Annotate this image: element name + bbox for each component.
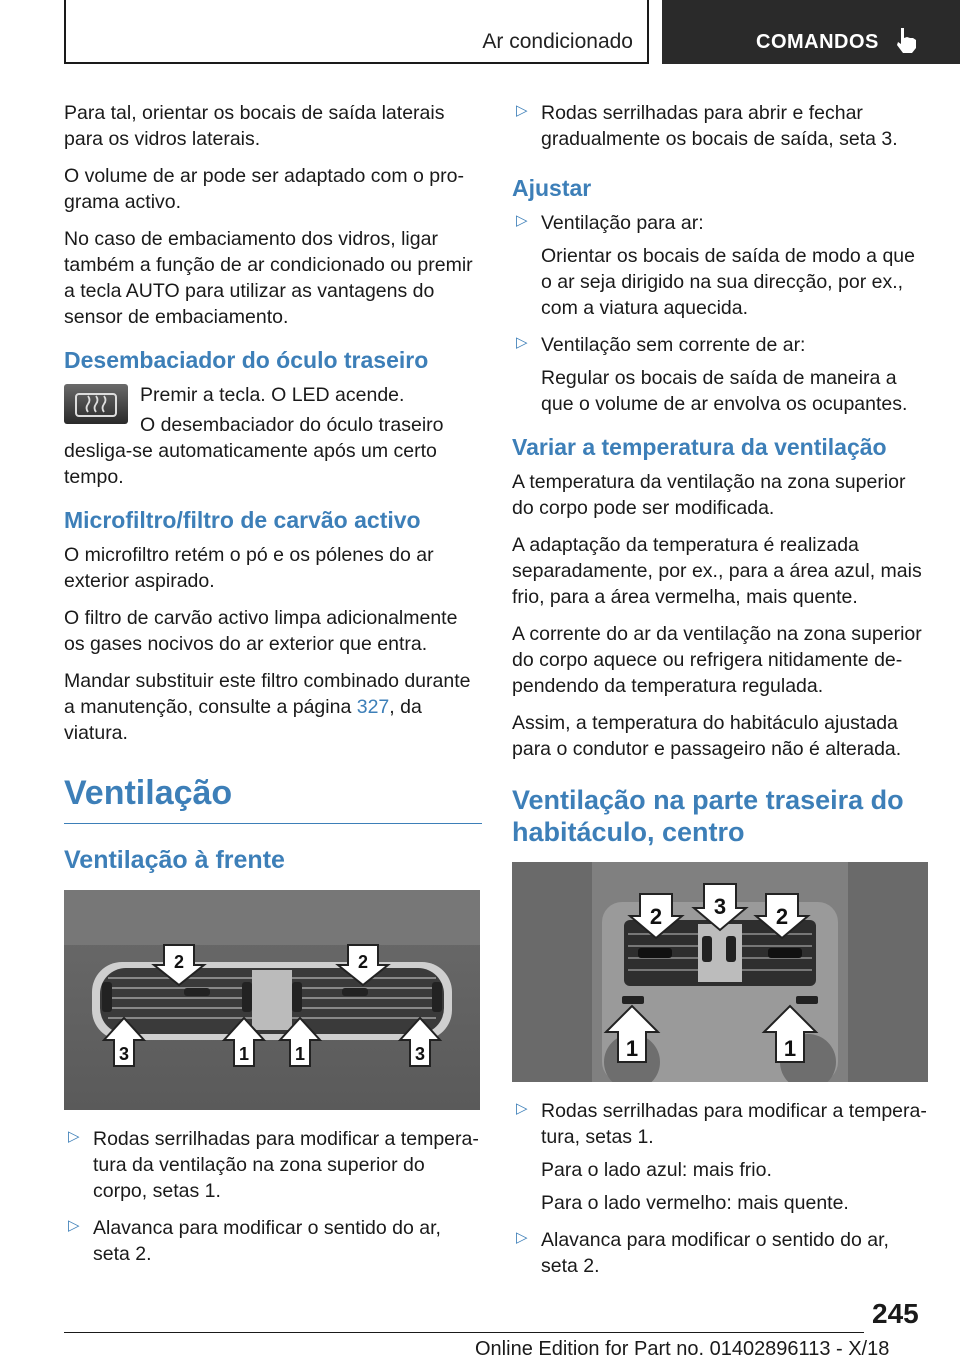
rear-vents-image (512, 862, 928, 1082)
text: , da viatura. (64, 696, 422, 744)
bullet-triangle-icon: ▷ (516, 334, 528, 351)
section-divider (64, 774, 482, 824)
paragraph: O microfiltro retém o pó e os pólenes do ar exterior aspirado. (64, 544, 434, 592)
paragraph: A corrente do ar da ventilação na zona superior do corpo aquece ou refrigera nitidamente dependendo da temperatura regulada. (512, 623, 922, 697)
arrow-label: 1 (783, 1036, 797, 1061)
page-link[interactable]: 327 (356, 696, 390, 718)
list-text: Ventilação sem corrente de ar: (541, 334, 806, 356)
paragraph: Premir a tecla. O LED acende. (140, 384, 405, 406)
heading-temperature: Variar a temperatura da ventilação (512, 434, 887, 460)
text: Mandar substituir este filtro combinado durante a manutenção, consulte a página (64, 670, 471, 718)
paragraph: A adaptação da temperatura é realizada separadamente, por ex., para a área azul, mais frio, para a área vermelha, mais quente. (512, 534, 922, 608)
list-text: Para o lado azul: mais frio. (541, 1159, 772, 1181)
header-chapter-box (64, 0, 649, 64)
heading-filter: Microfiltro/filtro de carvão activo (64, 507, 421, 533)
heading-ventilation: Ventilação (64, 774, 233, 812)
paragraph: Assim, a temperatura do habitáculo ajustada para o condutor e passageiro não é alterada. (512, 712, 902, 760)
rear-defogger-button-icon (64, 384, 128, 424)
header-section-box (662, 0, 960, 64)
front-vents-image (64, 890, 480, 1110)
arrow-label: 3 (118, 1044, 130, 1064)
paragraph: A temperatura da ventilação na zona superior do corpo pode ser modificada. (512, 471, 906, 519)
arrow-label: 2 (649, 904, 663, 929)
list-item (64, 1215, 482, 1267)
bullet-triangle-icon: ▷ (516, 212, 528, 229)
bullet-triangle-icon: ▷ (516, 1100, 528, 1117)
front-vents-drawing (64, 890, 480, 1110)
list-text: Alavanca para modificar o sentido do ar, seta 2. (93, 1217, 441, 1265)
list-text: Alavanca para modificar o sentido do ar, seta 2. (541, 1229, 889, 1277)
paragraph: Para tal, orientar os bocais de saída laterais para os vidros laterais. (64, 102, 445, 150)
list-text: Orientar os bocais de saída de modo a que o ar seja dirigido na sua direcção, por ex., com a viatura aquecida. (541, 245, 915, 319)
list-text: Rodas serrilhadas para modificar a temperatura da ventilação na zona superior do corpo, setas 1. (93, 1128, 479, 1202)
pointing-hand-icon (894, 26, 920, 54)
list-text: Regular os bocais de saída de maneira a que o volume de ar envolva os ocupantes. (541, 367, 908, 415)
heading-defogger: Desembaciador do óculo traseiro (64, 347, 429, 373)
page-number: 245 (872, 1298, 919, 1329)
chapter-title: Ar condicionado (482, 30, 633, 53)
arrow-label: 1 (238, 1044, 250, 1064)
paragraph: O desembaciador do óculo traseiro desliga-se automaticamente após um certo tempo. (64, 414, 444, 488)
heading-rear-ventilation: Ventilação na parte traseira do habitáculo, centro (512, 785, 904, 847)
paragraph: O filtro de carvão activo limpa adicionalmente os gases nocivos do ar exterior que entra. (64, 607, 458, 655)
defogger-block (64, 382, 482, 490)
list-item (512, 210, 930, 321)
footer-edition: Online Edition for Part no. 01402896113 - X/18 (475, 1338, 890, 1360)
footer-divider (64, 1332, 864, 1333)
paragraph: No caso de embaciamento dos vidros, ligar também a função de ar condicionado ou premir a tecla AUTO para utilizar as vantagens do sensor de embaciamento. (64, 228, 473, 328)
list-item (512, 1227, 930, 1279)
arrow-label: 2 (357, 952, 369, 972)
right-column (512, 100, 930, 1290)
paragraph: O volume de ar pode ser adaptado com o programa activo. (64, 165, 464, 213)
left-column (64, 100, 482, 1278)
list-item (512, 100, 930, 152)
paragraph (64, 668, 482, 746)
list-text: Rodas serrilhadas para abrir e fechar gradualmente os bocais de saída, seta 3. (541, 102, 898, 150)
section-title: COMANDOS (756, 31, 879, 53)
arrow-label: 3 (713, 894, 727, 919)
list-text: Ventilação para ar: (541, 212, 704, 234)
bullet-triangle-icon: ▷ (68, 1217, 80, 1234)
bullet-triangle-icon: ▷ (516, 102, 528, 119)
list-item (512, 1098, 930, 1216)
arrow-label: 1 (294, 1044, 306, 1064)
arrow-label: 3 (414, 1044, 426, 1064)
heading-adjust: Ajustar (512, 175, 592, 201)
rear-vents-drawing (512, 862, 928, 1082)
arrow-label: 2 (775, 904, 789, 929)
heading-front-ventilation: Ventilação à frente (64, 846, 285, 874)
list-text: Rodas serrilhadas para modificar a temperatura, setas 1. (541, 1100, 927, 1148)
list-text: Para o lado vermelho: mais quente. (541, 1192, 849, 1214)
list-item (512, 332, 930, 417)
arrow-label: 2 (173, 952, 185, 972)
bullet-triangle-icon: ▷ (68, 1128, 80, 1145)
bullet-triangle-icon: ▷ (516, 1229, 528, 1246)
arrow-label: 1 (625, 1036, 639, 1061)
list-item (64, 1126, 482, 1204)
